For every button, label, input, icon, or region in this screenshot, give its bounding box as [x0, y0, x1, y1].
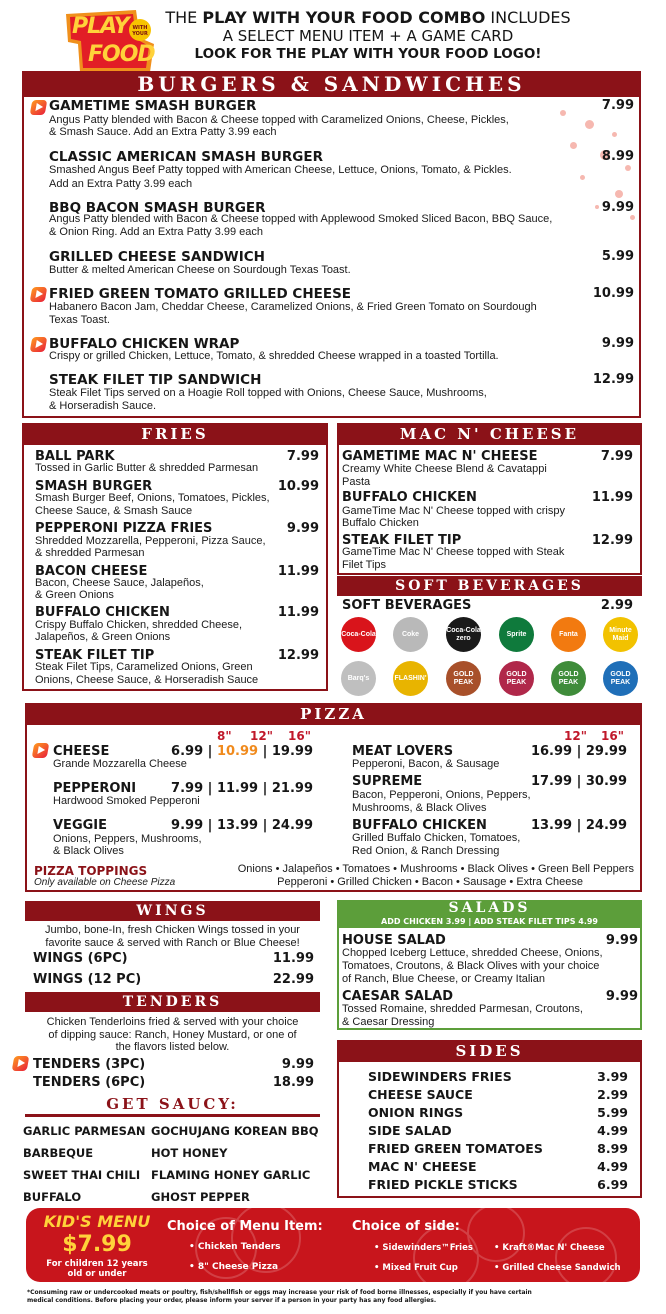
fries-name: SMASH BURGER — [35, 479, 153, 494]
fanta-logo: Fanta — [551, 617, 586, 652]
pizza-prices — [171, 744, 313, 759]
fries-name: BUFFALO CHICKEN — [35, 605, 170, 620]
gold-peak-logo-3: GOLD PEAK — [551, 661, 586, 696]
combo-bold: PLAY WITH YOUR FOOD COMBO — [202, 8, 486, 27]
pizza-price-12: 13.99 — [530, 818, 573, 833]
tenders-name: TENDERS (6PC) — [33, 1075, 146, 1090]
sides-title: SIDES — [455, 1042, 524, 1060]
mac-price: 12.99 — [591, 533, 633, 548]
pizza-price-16: 24.99 — [271, 818, 313, 833]
price-sep: | — [258, 781, 272, 796]
kids-side: • Kraft®Mac N' Cheese — [494, 1243, 605, 1253]
tenders-header — [25, 992, 320, 1012]
pizza-toppings-title: PIZZA TOPPINGS — [34, 864, 148, 878]
kids-side: • Sidewinders™Fries — [374, 1243, 473, 1253]
pizza-price-8: 9.99 — [171, 818, 204, 833]
burger-price: 10.99 — [592, 286, 634, 301]
play-food-marker-icon — [30, 287, 48, 302]
fries-name: BALL PARK — [35, 449, 115, 464]
side-price: 6.99 — [597, 1177, 628, 1192]
logo-line-food: FOOD — [88, 42, 155, 67]
salad-desc: & Caesar Dressing — [342, 1016, 435, 1028]
fries-price: 12.99 — [277, 648, 319, 663]
fries-desc: Crispy Buffalo Chicken, shredded Cheese, — [35, 619, 243, 631]
mac-title: MAC N' CHEESE — [399, 425, 580, 443]
kids-side-text: Mixed Fruit Cup — [382, 1263, 458, 1273]
pizza-desc: Pepperoni, Bacon, & Sausage — [352, 758, 500, 770]
beverages-title: SOFT BEVERAGES — [395, 578, 584, 594]
pizza-size-label: 16" — [601, 729, 624, 743]
pizza-prices — [531, 774, 627, 789]
pizza-price-12: 11.99 — [216, 781, 259, 796]
pizza-name: SUPREME — [352, 774, 423, 789]
price-sep: | — [572, 818, 586, 833]
burger-price: 7.99 — [601, 98, 634, 113]
sauce-name: GHOST PEPPER — [151, 1190, 250, 1204]
burger-name: GRILLED CHEESE SANDWICH — [49, 249, 265, 265]
saucy-divider — [25, 1114, 320, 1117]
salads-title: SALADS — [448, 900, 531, 916]
fries-desc: Smash Burger Beef, Onions, Tomatoes, Pickles, — [35, 492, 270, 504]
burger-name: BUFFALO CHICKEN WRAP — [49, 336, 240, 352]
side-name: SIDEWINDERS FRIES — [368, 1069, 512, 1084]
pizza-price-16: 21.99 — [271, 781, 313, 796]
minute-maid-logo: Minute Maid — [603, 617, 638, 652]
burger-desc: Add an Extra Patty 3.99 each — [49, 178, 193, 190]
logo-line-play: PLAY — [72, 14, 129, 39]
play-food-marker-icon — [30, 100, 48, 115]
side-price: 8.99 — [597, 1141, 628, 1156]
beverages-label: SOFT BEVERAGES — [342, 598, 472, 613]
pizza-desc: Onions, Peppers, Mushrooms, — [53, 833, 202, 845]
sauce-name: GOCHUJANG KOREAN BBQ — [151, 1124, 319, 1138]
sauce-name: SWEET THAI CHILI — [23, 1168, 141, 1182]
burger-desc: & Onion Ring. Add an Extra Patty 3.99 each — [49, 226, 264, 238]
fries-desc: Onions, Cheese Sauce, & Horseradish Sauce — [35, 674, 259, 686]
beverages-price: 2.99 — [600, 598, 633, 613]
side-name: SIDE SALAD — [368, 1123, 452, 1138]
pizza-price-16: 29.99 — [585, 744, 627, 759]
tenders-desc: Chicken Tenderloins fried & served with your choice — [46, 1016, 299, 1028]
burger-price: 9.99 — [601, 336, 634, 351]
side-price: 4.99 — [597, 1123, 628, 1138]
pizza-size-label: 12" — [564, 729, 587, 743]
kids-menu-title: KID'S MENU — [43, 1212, 151, 1231]
fries-desc: & Green Onions — [35, 589, 114, 601]
fries-desc: Steak Filet Tips, Caramelized Onions, Green — [35, 661, 253, 673]
pizza-price-16: 19.99 — [271, 744, 313, 759]
play-with-your-food-logo — [62, 8, 158, 74]
price-sep: | — [572, 744, 586, 759]
side-price: 2.99 — [597, 1087, 628, 1102]
play-food-marker-icon — [32, 743, 50, 758]
wings-title: WINGS — [136, 903, 209, 919]
coca-cola-logo: Coca-Cola — [341, 617, 376, 652]
pizza-price-16: 30.99 — [585, 774, 627, 789]
fries-desc: Jalapeños, & Green Onions — [35, 631, 171, 643]
fries-price: 10.99 — [277, 479, 319, 494]
side-name: CHEESE SAUCE — [368, 1087, 473, 1102]
salad-name: HOUSE SALAD — [342, 933, 446, 948]
price-sep: | — [258, 818, 272, 833]
salads-subtitle: ADD CHICKEN 3.99 | ADD STEAK FILET TIPS 4.99 — [381, 917, 598, 926]
tenders-price: 18.99 — [272, 1075, 314, 1090]
fries-price: 11.99 — [277, 564, 319, 579]
fries-name: STEAK FILET TIP — [35, 648, 155, 663]
burger-desc: Angus Patty blended with Bacon & Cheese topped with Applewood Smoked Sliced Bacon, BBQ Sauce, — [49, 213, 553, 225]
salad-desc: of Ranch, Blue Cheese, or Creamy Italian — [342, 973, 545, 985]
pizza-name: CHEESE — [53, 744, 110, 759]
burger-name: CLASSIC AMERICAN SMASH BURGER — [49, 149, 323, 165]
kids-item-text: Chicken Tenders — [197, 1242, 281, 1252]
pizza-price-12: 13.99 — [216, 818, 259, 833]
burger-desc: Texas Toast. — [49, 314, 110, 326]
mac-price: 7.99 — [600, 449, 633, 464]
flashin-logo: FLASHIN' — [393, 661, 428, 696]
pizza-title: PIZZA — [300, 705, 367, 723]
burger-desc: Butter & melted American Cheese on Sourdough Texas Toast. — [49, 264, 351, 276]
mac-desc: GameTime Mac N' Cheese topped with Steak — [342, 546, 565, 558]
burger-desc: Habanero Bacon Jam, Cheddar Cheese, Caramelized Onions, & Fried Green Tomato on Sourdough — [49, 301, 537, 313]
mac-name: BUFFALO CHICKEN — [342, 490, 477, 505]
wings-header — [25, 901, 320, 921]
side-name: ONION RINGS — [368, 1105, 464, 1120]
mac-desc: Pasta — [342, 476, 371, 488]
side-price: 3.99 — [597, 1069, 628, 1084]
sauce-name: BARBEQUE — [23, 1146, 94, 1160]
sauce-name: FLAMING HONEY GARLIC — [151, 1168, 311, 1182]
tenders-title: TENDERS — [122, 994, 223, 1010]
kids-side: • Mixed Fruit Cup — [374, 1263, 458, 1273]
pizza-prices — [171, 818, 313, 833]
burger-price: 5.99 — [601, 249, 634, 264]
sides-header — [337, 1040, 642, 1062]
pizza-desc: Hardwood Smoked Pepperoni — [53, 795, 200, 807]
mac-header — [337, 423, 642, 445]
fries-desc: & shredded Parmesan — [35, 547, 145, 559]
burger-desc: & Smash Sauce. Add an Extra Patty 3.99 each — [49, 126, 277, 138]
mac-name: GAMETIME MAC N' CHEESE — [342, 449, 538, 464]
pizza-prices — [531, 818, 627, 833]
burger-name: BBQ BACON SMASH BURGER — [49, 200, 266, 216]
mac-name: STEAK FILET TIP — [342, 533, 462, 548]
kids-side-title: Choice of side: — [352, 1219, 460, 1234]
kids-item: • Chicken Tenders — [189, 1242, 281, 1252]
combo-line-3: LOOK FOR THE PLAY WITH YOUR FOOD LOGO! — [194, 46, 542, 62]
coke-logo: Coke — [393, 617, 428, 652]
kids-side: • Grilled Cheese Sandwich — [494, 1263, 621, 1273]
wings-desc: favorite sauce & served with Ranch or Blue Cheese! — [45, 937, 300, 949]
pizza-price-12: 17.99 — [530, 774, 573, 789]
kids-item-text: 8" Cheese Pizza — [197, 1262, 279, 1272]
side-price: 4.99 — [597, 1159, 628, 1174]
salads-header — [337, 900, 642, 928]
fries-desc: Tossed in Garlic Butter & shredded Parmesan — [35, 462, 259, 474]
pizza-name: PEPPERONI — [53, 781, 137, 796]
pizza-desc: Grilled Buffalo Chicken, Tomatoes, — [352, 832, 521, 844]
pizza-size-label: 16" — [288, 729, 311, 743]
gold-peak-logo-4: GOLD PEAK — [603, 661, 638, 696]
fries-name: PEPPERONI PIZZA FRIES — [35, 521, 213, 536]
pizza-toppings-line: Onions • Jalapeños • Tomatoes • Mushrooms • Black Olives • Green Bell Peppers — [237, 863, 634, 875]
burgers-title: BURGERS & SANDWICHES — [137, 72, 526, 96]
fries-desc: Shredded Mozzarella, Pepperoni, Pizza Sauce, — [35, 535, 266, 547]
kids-item: • 8" Cheese Pizza — [189, 1262, 279, 1272]
fries-header — [22, 423, 328, 445]
pizza-price-8: 7.99 — [171, 781, 204, 796]
pizza-header — [25, 703, 642, 725]
wings-desc: Jumbo, bone-In, fresh Chicken Wings tossed in your — [45, 924, 300, 936]
gold-peak-logo-1: GOLD PEAK — [446, 661, 481, 696]
burger-desc: Smashed Angus Beef Patty topped with American Cheese, Lettuce, Onions, Tomato, & Pickles. — [49, 164, 512, 176]
pizza-desc: Grande Mozzarella Cheese — [53, 758, 187, 770]
mac-desc: Creamy White Cheese Blend & Cavatappi — [342, 463, 547, 475]
pizza-price-12: 16.99 — [530, 744, 573, 759]
burger-price: 12.99 — [592, 372, 634, 387]
burger-price: 9.99 — [601, 200, 634, 215]
kids-side-text: Kraft®Mac N' Cheese — [502, 1243, 605, 1253]
pizza-desc: Red Onion, & Ranch Dressing — [352, 845, 500, 857]
fries-name: BACON CHEESE — [35, 564, 148, 579]
mac-desc: GameTime Mac N' Cheese topped with crispy — [342, 505, 565, 517]
combo-line-2: A SELECT MENU ITEM + A GAME CARD — [222, 27, 514, 45]
side-name: FRIED PICKLE STICKS — [368, 1177, 518, 1192]
pizza-size-label: 8" — [217, 729, 232, 743]
sauce-name: GARLIC PARMESAN — [23, 1124, 146, 1138]
kids-menu-price: $7.99 — [62, 1232, 132, 1257]
combo-line-1 — [160, 9, 576, 27]
price-sep: | — [203, 818, 217, 833]
mac-price: 11.99 — [591, 490, 633, 505]
fries-title: FRIES — [141, 425, 209, 443]
pizza-price-12: 10.99 — [216, 744, 259, 759]
sauce-name: BUFFALO — [23, 1190, 82, 1204]
side-name: MAC N' CHEESE — [368, 1159, 477, 1174]
side-price: 5.99 — [597, 1105, 628, 1120]
fries-desc: Cheese Sauce, & Smash Sauce — [35, 505, 193, 517]
tenders-name: TENDERS (3PC) — [33, 1057, 146, 1072]
kids-age-note: For children 12 years — [46, 1259, 148, 1269]
kids-item-title: Choice of Menu Item: — [167, 1219, 323, 1234]
burger-desc: Crispy or grilled Chicken, Lettuce, Tomato, & shredded Cheese wrapped in a toasted Tortilla. — [49, 350, 499, 362]
fries-price: 9.99 — [286, 521, 319, 536]
burger-name: GAMETIME SMASH BURGER — [49, 98, 257, 114]
pizza-name: MEAT LOVERS — [352, 744, 454, 759]
kids-side-text: Grilled Cheese Sandwich — [502, 1263, 621, 1273]
salad-desc: Tossed Romaine, shredded Parmesan, Croutons, — [342, 1003, 583, 1015]
tenders-desc: the flavors listed below. — [115, 1041, 230, 1053]
tenders-price: 9.99 — [281, 1057, 314, 1072]
side-name: FRIED GREEN TOMATOES — [368, 1141, 543, 1156]
pizza-desc: & Black Olives — [53, 845, 124, 857]
play-food-marker-icon — [30, 337, 48, 352]
sauce-name: HOT HONEY — [151, 1146, 228, 1160]
salad-desc: Tomatoes, Croutons, & Black Olives with your choice — [342, 960, 600, 972]
price-sep: | — [203, 781, 217, 796]
pizza-toppings-line: Pepperoni • Grilled Chicken • Bacon • Sausage • Extra Cheese — [277, 876, 583, 888]
mac-desc: Filet Tips — [342, 559, 387, 571]
pizza-desc: Mushrooms, & Black Olives — [352, 802, 487, 814]
disclaimer: *Consuming raw or undercooked meats or poultry, fish/shellfish or eggs may increase your risk of food borne illnesses, especially if you have certain — [27, 1289, 532, 1296]
pizza-toppings-note: Only available on Cheese Pizza — [34, 877, 176, 888]
burger-desc: Angus Patty blended with Bacon & Cheese topped with Caramelized Onions, Cheese, Pickles, — [49, 114, 509, 126]
wings-name: WINGS (6PC) — [33, 951, 128, 966]
saucy-title: GET SAUCY: — [106, 1095, 239, 1113]
fries-price: 7.99 — [286, 449, 319, 464]
gold-peak-logo-2: GOLD PEAK — [499, 661, 534, 696]
salad-price: 9.99 — [605, 933, 638, 948]
salad-name: CAESAR SALAD — [342, 989, 454, 1004]
burger-name: FRIED GREEN TOMATO GRILLED CHEESE — [49, 286, 352, 302]
mac-desc: Buffalo Chicken — [342, 517, 419, 529]
pizza-name: VEGGIE — [53, 818, 107, 833]
kids-side-text: Sidewinders™Fries — [382, 1243, 473, 1253]
play-food-marker-icon — [12, 1056, 30, 1071]
sprite-logo: Sprite — [499, 617, 534, 652]
salad-price: 9.99 — [605, 989, 638, 1004]
salad-desc: Chopped Iceberg Lettuce, shredded Cheese, Onions, — [342, 947, 603, 959]
burgers-header — [22, 71, 641, 97]
tenders-desc: of dipping sauce: Ranch, Honey Mustard, or one of — [48, 1029, 297, 1041]
disclaimer: medical conditions. Before placing your order, please inform your server if a person in your party has any food allergies. — [27, 1297, 437, 1304]
burger-name: STEAK FILET TIP SANDWICH — [49, 372, 262, 388]
pizza-prices — [171, 781, 313, 796]
pizza-price-8: 6.99 — [171, 744, 204, 759]
logo-with-your: WITH YOUR — [132, 25, 148, 37]
pizza-size-label: 12" — [250, 729, 273, 743]
price-sep: | — [203, 744, 217, 759]
burger-desc: & Horseradish Sauce. — [49, 400, 156, 412]
barqs-logo: Barq's — [341, 661, 376, 696]
wings-name: WINGS (12 PC) — [33, 972, 142, 987]
pizza-price-16: 24.99 — [585, 818, 627, 833]
burger-desc: Steak Filet Tips served on a Hoagie Roll topped with Onions, Cheese Sauce, Mushrooms, — [49, 387, 487, 399]
beverages-header — [337, 576, 642, 596]
fries-price: 11.99 — [277, 605, 319, 620]
combo-post: INCLUDES — [485, 8, 571, 27]
fries-desc: Bacon, Cheese Sauce, Jalapeños, — [35, 577, 204, 589]
wings-price: 11.99 — [272, 951, 314, 966]
kids-age-note: old or under — [67, 1269, 127, 1279]
price-sep: | — [572, 774, 586, 789]
wings-price: 22.99 — [272, 972, 314, 987]
pizza-name: BUFFALO CHICKEN — [352, 818, 487, 833]
pizza-prices — [531, 744, 627, 759]
price-sep: | — [258, 744, 272, 759]
combo-pre: THE — [165, 8, 203, 27]
coke-zero-logo: Coca-Cola zero — [446, 617, 481, 652]
burger-price: 8.99 — [601, 149, 634, 164]
pizza-desc: Bacon, Pepperoni, Onions, Peppers, — [352, 789, 531, 801]
